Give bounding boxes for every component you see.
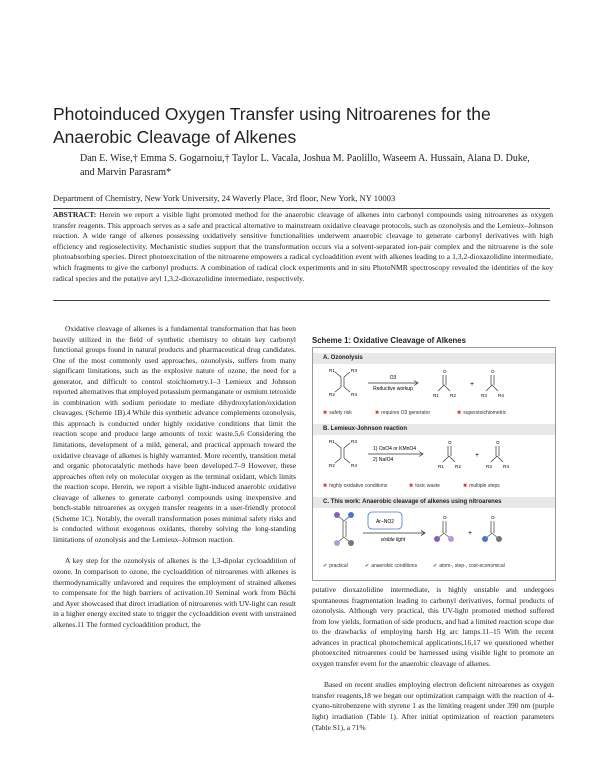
r2-label: R2: [455, 464, 461, 469]
left-paragraph: Oxidative cleavage of alkenes is a fundamental transformation that has been heavily utilized in the field of synthetic chemistry to obtain key carbonyl functional groups found in natural products and pharmaceutical drug candidates. One of the most commonly used approaches, ozonolysis, suffers from many significant limitations, such as the explosive nature of ozone, the need for a generator, and difficult to control stoichiometry.1–3 Lemieux and Johnson reported alternatives that employed potassium permanganate or osmium tetroxide in combination with sodium periodate to mediate dihydroxylation/oxidation cleavages. (Scheme 1B).4 While this synthetic advance complements ozonolysis, this approach is conducted under highly oxidative conditions that limit the reaction scope and produce large amounts of toxic waste.5,6 Considering the limitations, development of a mild, general, and practical approach toward the oxidative cleavage of alkenes is highly warranted. More recently, transition metal and organic photocatalytic methods have been developed.7–9 However, these approaches often rely on molecular oxygen as the terminal oxidant, which limits the reaction scope. Herein, we report a visible light-induced anaerobic oxidative cleavage of alkenes to generate carbonyl compounds using inexpensive and bench-stable nitroarenes as oxygen transfer reagents in a user-friendly protocol (Scheme 1C). Notably, the overall transformation poses minimal safety risks and is conducted without exogenous oxidants, thereby solving the long-standing limitations of ozonolysis and the Lemieux–Johnson reaction.: [53, 324, 296, 544]
substituent-dot: [348, 512, 354, 518]
substituent-dot: [334, 540, 340, 546]
left-paragraph: A key step for the ozonolysis of alkenes is the 1,3-dipolar cycloaddition of ozone. In comparison to ozone, the cycloaddition of nitroarenes with alkenes is thermodynamically unfavored and requires the employment of strained alkenes to compensate for the high barriers of activation.10 Seminal work from Büchi and Ayer showcased that direct irradiation of nitroarenes with UV-light can result in a higher energy excited state to trigger the cycloaddition event with unstrained alkenes.11 The formed cycloaddition product, the: [53, 556, 296, 629]
right-column: [312, 585, 554, 733]
right-paragraph: putative dioxazolidine intermediate, is highly unstable and undergoes spontaneous fragmentation leading to carbonyl derivatives, formal products of ozonolysis. Although very practical, this UV-light promoted method suffered from low yields, formation of side products, and had a limited reaction scope due to the drawbacks of employing harsh Hg arc lamps.11–15 With the recent advances in practical photochemical applications,16,17 we questioned whether photoexcited nitroarenes could be harnessed using visible light to promote an oxygen transfer event for the anaerobic cleavage of alkenes.: [312, 585, 554, 668]
tag-toxic-waste: ✖ toxic waste: [409, 483, 440, 489]
oxygen-label: O: [491, 515, 495, 520]
r3-label: R3: [351, 439, 357, 444]
check-icon: ✔: [365, 563, 370, 569]
oxygen-label: O: [448, 440, 452, 445]
right-paragraph: Based on recent studies employing electron deficient nitroarenes as oxygen transfer reagents,18 we began our optimization campaign with the reaction of 4-cyano-nitrobenzene with styrene 1 as the limiting reagent under 390 nm (purple light) irradiation (Table 1). After initial optimization of reaction parameters (Table S1), a 71%: [312, 680, 554, 732]
r4-label: R4: [503, 464, 509, 469]
panel-a-header: A. Ozonolysis: [313, 353, 555, 364]
panel-c-header: C. This work: Anaerobic cleavage of alkenes using nitroarenes: [313, 497, 555, 508]
reagent-top: Ar–NO2: [375, 519, 395, 525]
scheme-title: Scheme 1: Oxidative Cleavage of Alkenes: [312, 336, 466, 345]
oxygen-label: O: [443, 369, 447, 374]
check-icon: ✔: [323, 563, 328, 569]
cross-icon: ✖: [457, 410, 462, 416]
plus-sign: +: [468, 530, 473, 537]
reagent-bottom: visible light: [380, 537, 406, 543]
paper-title: Photoinduced Oxygen Transfer using Nitroarenes for the Anaerobic Cleavage of Alkenes: [53, 104, 491, 147]
substituent-dot: [482, 536, 488, 542]
affiliation: Department of Chemistry, New York University, 24 Waverly Place, 3rd floor, New York, NY 10003: [53, 193, 396, 203]
substituent-dot: [334, 512, 340, 518]
abstract-label: ABSTRACT:: [53, 210, 97, 219]
r2-label: R2: [329, 392, 335, 397]
check-icon: ✔: [433, 563, 438, 569]
cross-icon: ✖: [323, 410, 328, 416]
reagent-top: O3: [389, 375, 397, 381]
r1-label: R1: [438, 464, 444, 469]
tag-oxidative: ✖ highly oxidative conditions: [323, 483, 388, 489]
r4-label: R4: [351, 392, 357, 397]
r3-label: R3: [351, 368, 357, 373]
tag-practical: ✔ practical: [323, 563, 348, 569]
r4-label: R4: [351, 463, 357, 468]
substituent-dot: [496, 536, 502, 542]
tag-anaerobic: ✔ anaerobic conditions: [365, 563, 418, 569]
r1-label: R1: [329, 368, 335, 373]
r3-label: R3: [481, 393, 487, 398]
cross-icon: ✖: [463, 483, 468, 489]
panel-c-reaction: [313, 509, 555, 569]
reagent-top: 1) OsO4 or KMnO4: [373, 446, 417, 452]
substituent-dot: [348, 540, 354, 546]
scheme-figure: [312, 347, 556, 581]
cross-icon: ✖: [323, 483, 328, 489]
r2-label: R2: [450, 393, 456, 398]
abstract-top-rule: [53, 208, 550, 209]
r1-label: R1: [433, 393, 439, 398]
r4-label: R4: [498, 393, 504, 398]
abstract-text: Herein we report a visible light promoted method for the anaerobic cleavage of alkenes into carbonyl compounds using nitroarenes as oxygen transfer reagents. This approach serves as a safe and practical alternative to mainstream oxidative cleavage protocols, such as ozonolysis and the Lemieux–Johnson reaction. A wide range of alkenes possessing oxidatively sensitive functionalities underwent anaerobic cleavage to generate carbonyl derivatives with high efficiency and regioselectivity. Mechanistic studies support that the transformation occurs via a solvent-separated ion-pair complex and the nitroarene is the sole photoabsorbing species. Direct photoexcitation of the nitroarene empowers a radical cycloaddition event with alkenes leading to a 1,3,2-dioxazolidine intermediate, which fragments to give the carbonyl products. A combination of radical clock experiments and in situ PhotoNMR spectroscopy revealed the identities of the key radical species and the putative aryl 1,3,2-dioxazolidine intermediate, respectively.: [53, 210, 553, 283]
tag-superstoichiometric: ✖ superstoichiometric: [457, 410, 507, 416]
cross-icon: ✖: [375, 410, 380, 416]
author-list: Dan E. Wise,† Emma S. Gogarnoiu,† Taylor L. Vacala, Joshua M. Paolillo, Waseem A. Hussain, Alana D. Duke, and Marvin Parasram*: [80, 153, 530, 178]
oxygen-label: O: [496, 440, 500, 445]
left-column: [53, 324, 296, 630]
panel-b-header: B. Lemieux-Johnson reaction: [313, 424, 555, 435]
substituent-dot: [448, 536, 454, 542]
r1-label: R1: [329, 439, 335, 444]
oxygen-label: O: [443, 515, 447, 520]
tag-safety-risk: ✖ safety risk: [323, 410, 352, 416]
oxygen-label: O: [491, 369, 495, 374]
reagent-bottom: Reductive workup: [373, 386, 413, 392]
cross-icon: ✖: [409, 483, 414, 489]
abstract: [53, 210, 553, 284]
plus-sign: +: [470, 381, 475, 388]
tag-multiple-steps: ✖ multiple steps: [463, 483, 500, 489]
substituent-dot: [434, 536, 440, 542]
reagent-bottom: 2) NaIO4: [373, 457, 394, 463]
r2-label: R2: [329, 463, 335, 468]
tag-economical: ✔ atom-, step-, cost-economical: [433, 563, 505, 569]
abstract-bottom-rule: [53, 300, 550, 301]
tag-o3-generator: ✖ requires O3 generator: [375, 410, 431, 416]
r3-label: R3: [486, 464, 492, 469]
plus-sign: +: [475, 452, 480, 459]
